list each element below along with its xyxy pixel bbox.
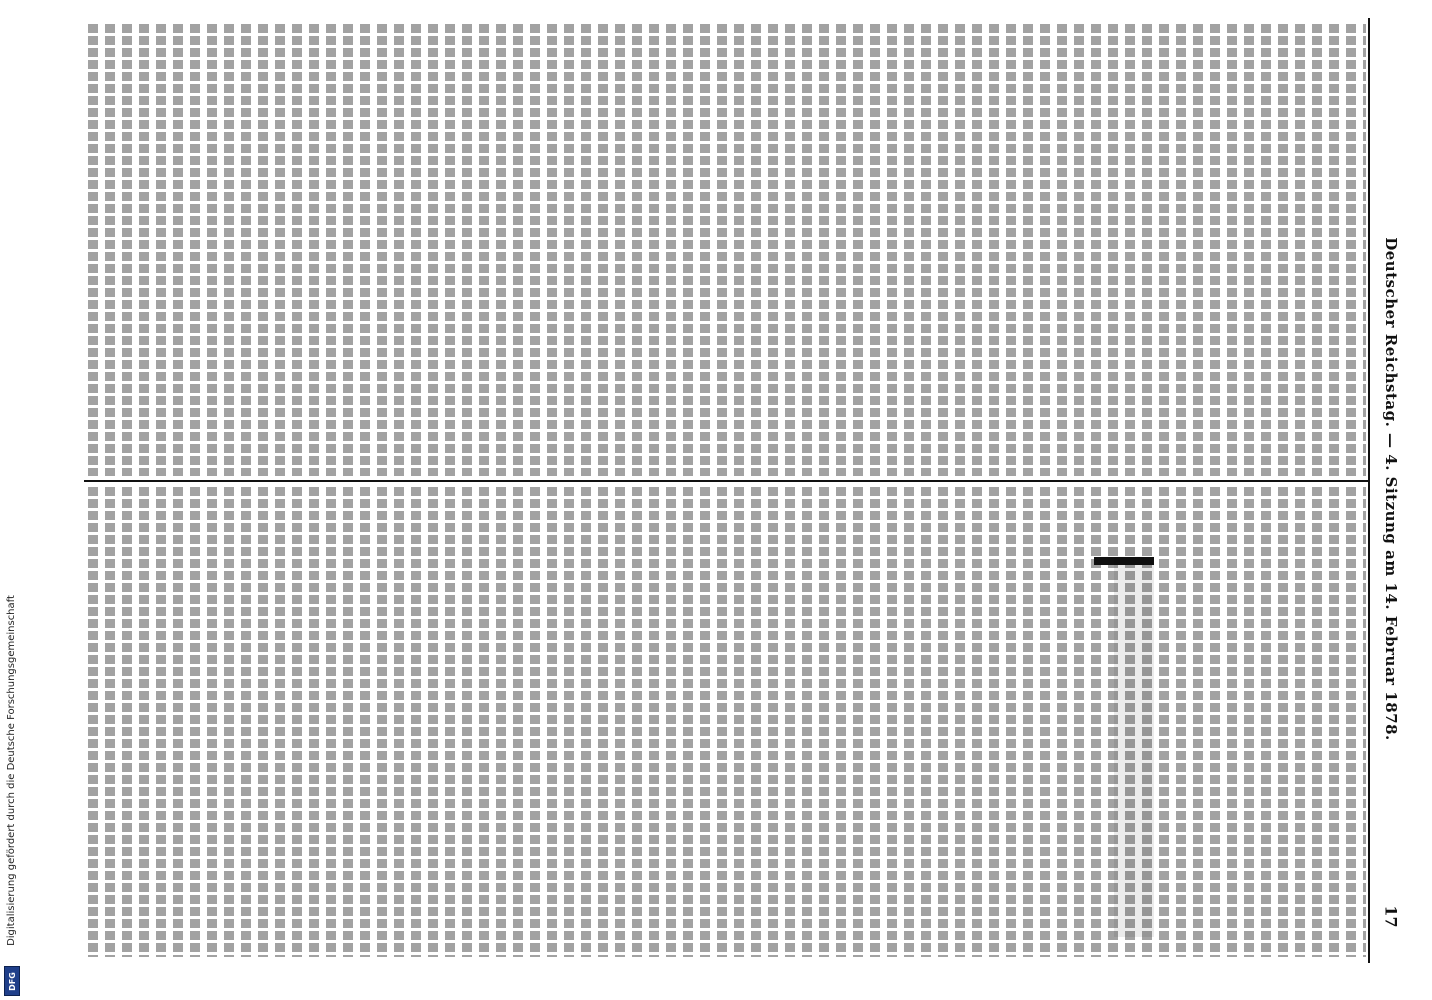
text-column-left [84, 24, 1366, 476]
paragraph [924, 487, 941, 957]
page-number-value: 17 [1381, 904, 1401, 928]
dfg-logo-text: DFG [7, 971, 17, 991]
paragraph [975, 487, 1026, 957]
paragraph [941, 487, 975, 957]
paragraph [1060, 24, 1111, 476]
paragraph [1230, 24, 1298, 476]
digitization-credit-text: Digitalisierung gefördert durch die Deutsche Forschungsgemeinschaft [5, 594, 17, 946]
paragraph [1145, 487, 1162, 957]
paragraph [1162, 487, 1196, 957]
column-divider [84, 480, 1368, 482]
column-left-text [992, 24, 1366, 476]
paragraph [1230, 487, 1247, 957]
paragraph [1026, 487, 1060, 957]
running-header [1376, 24, 1406, 954]
page-number [1376, 896, 1406, 936]
paragraph [1247, 487, 1264, 957]
running-header-title: Deutscher Reichstag. — 4. Sitzung am 14. Februar 1878. [1382, 237, 1400, 741]
column-right-text [924, 487, 1366, 957]
dfg-logo-icon [4, 966, 20, 996]
agenda-heading [1060, 487, 1111, 957]
digitization-credit [2, 560, 20, 980]
paragraph [1111, 24, 1145, 476]
paragraph [1128, 487, 1145, 957]
paragraph [1264, 487, 1298, 957]
paragraph [1111, 487, 1128, 957]
header-rule [1368, 18, 1370, 963]
paragraph [992, 24, 1060, 476]
text-column-right [84, 487, 1366, 957]
paragraph [1145, 24, 1196, 476]
paragraph [1298, 487, 1366, 957]
paragraph [1196, 487, 1230, 957]
paragraph [1298, 24, 1366, 476]
paragraph [1196, 24, 1230, 476]
